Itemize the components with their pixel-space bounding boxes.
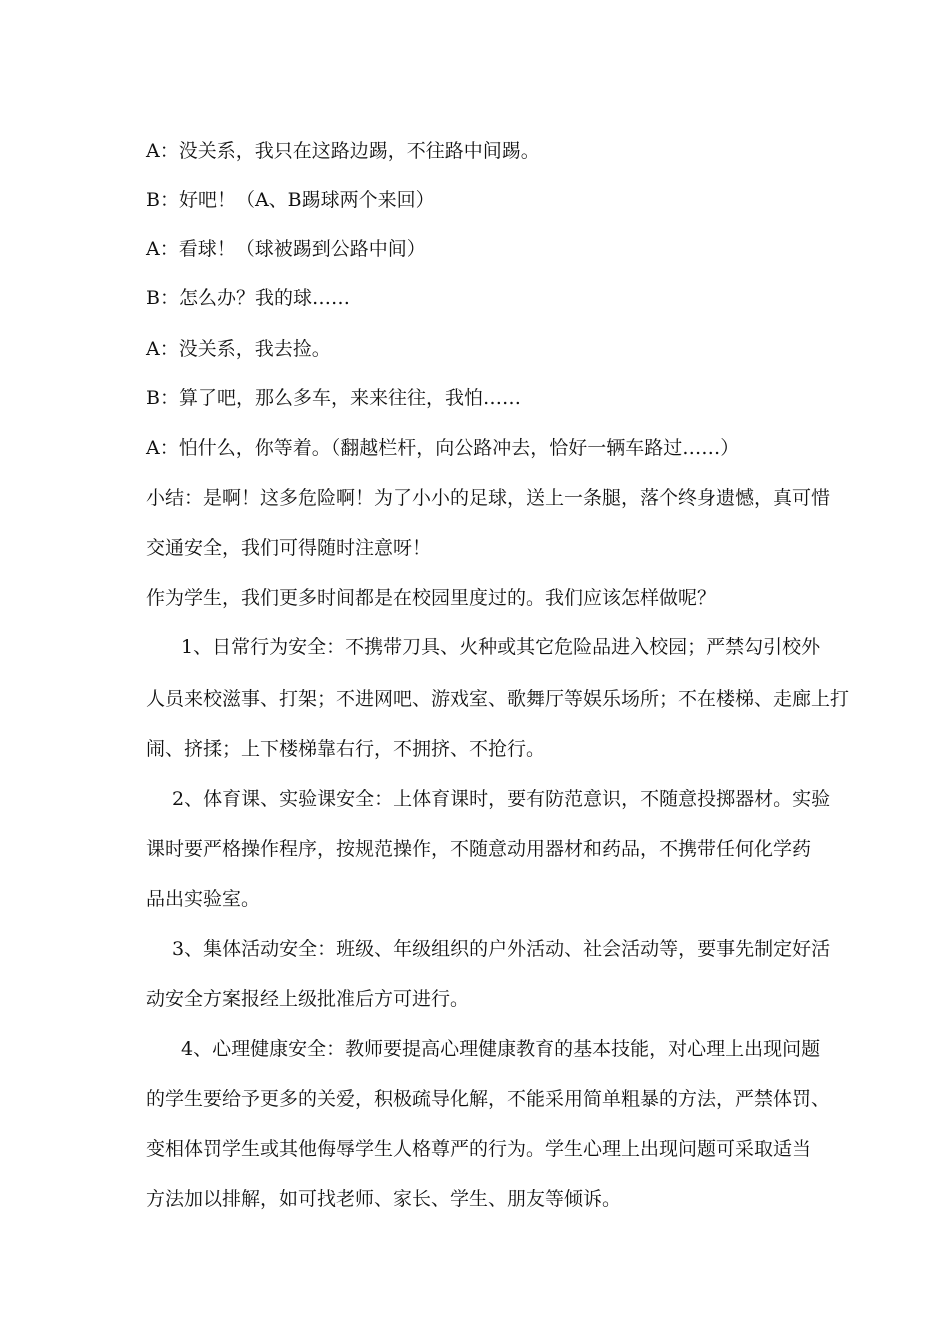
dialogue-line: A：没关系，我只在这路边踢，不往路中间踢。 [146,140,540,162]
item-4-line: 4、心理健康安全：教师要提高心理健康教育的基本技能，对心理上出现问题 [181,1038,821,1060]
item-2-line: 课时要严格操作程序，按规范操作，不随意动用器材和药品，不携带任何化学药 [146,838,812,860]
item-3-line: 动安全方案报经上级批准后方可进行。 [146,988,470,1010]
dialogue-line: A：怕什么，你等着。（翻越栏杆，向公路冲去，恰好一辆车路过……） [146,437,740,459]
summary-line: 交通安全，我们可得随时注意呀！ [146,537,432,559]
item-4-line: 方法加以排解，如可找老师、家长、学生、朋友等倾诉。 [146,1188,622,1210]
dialogue-line: B：好吧！（A、B踢球两个来回） [146,189,435,211]
intro-paragraph: 作为学生，我们更多时间都是在校园里度过的。我们应该怎样做呢？ [146,587,717,609]
item-4-line: 的学生要给予更多的关爱，积极疏导化解，不能采用简单粗暴的方法，严禁体罚、 [146,1088,831,1110]
item-2-line: 品出实验室。 [146,888,261,910]
item-2-line: 2、体育课、实验课安全：上体育课时，要有防范意识，不随意投掷器材。实验 [172,788,831,810]
item-3-line: 3、集体活动安全：班级、年级组织的户外活动、社会活动等，要事先制定好活 [172,938,831,960]
dialogue-line: B：算了吧，那么多车，来来往往，我怕…… [146,387,521,409]
item-1-line: 闹、挤揉；上下楼梯靠右行，不拥挤、不抢行。 [146,738,546,760]
item-4-line: 变相体罚学生或其他侮辱学生人格尊严的行为。学生心理上出现问题可采取适当 [146,1138,812,1160]
dialogue-line: A：看球！（球被踢到公路中间） [146,238,426,260]
dialogue-line: A：没关系，我去捡。 [146,338,331,360]
dialogue-line: B：怎么办？我的球…… [146,287,350,309]
item-1-line: 1、日常行为安全：不携带刀具、火种或其它危险品进入校园；严禁勾引校外 [181,636,821,658]
item-1-line: 人员来校滋事、打架；不进网吧、游戏室、歌舞厅等娱乐场所；不在楼梯、走廊上打 [146,688,850,710]
summary-line: 小结：是啊！这多危险啊！为了小小的足球，送上一条腿，落个终身遗憾，真可惜 [146,487,831,509]
